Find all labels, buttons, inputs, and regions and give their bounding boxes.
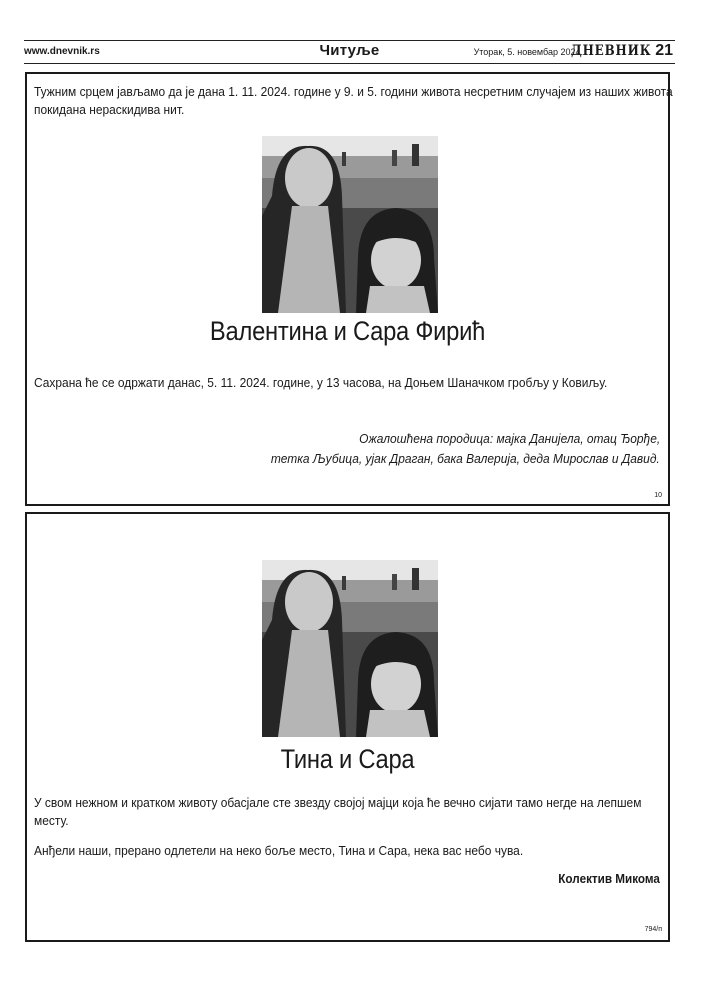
header-bottom-rule [24,63,675,64]
header-top-rule [24,40,675,41]
family-line-1: Ожалошћена породица: мајка Данијела, отац Ђорђе, [359,431,660,446]
newspaper-logo: ДНЕВНИК [570,43,651,59]
funeral-info: Сахрана ће се одржати данас, 5. 11. 2024. године, у 13 часова, на Доњем Шаначком гробљу у Ковиљу. [34,375,608,390]
portrait-photo-icon [262,560,438,737]
portrait-photo-icon [262,136,438,313]
obituary-notice-2 [25,512,670,942]
portrait-photo [262,560,438,737]
deceased-name: Валентина и Сара Фирић [209,316,486,346]
signature: Колектив Микома [558,871,660,886]
deceased-name: Тина и Сара [280,744,415,774]
ad-code: 10 [654,492,662,499]
memorial-text-2: Анђели наши, прерано одлетели на неко боље место, Тина и Сара, нека вас небо чува. [34,843,524,858]
issue-date: Уторак, 5. новембар 2024. [473,47,583,57]
page-header [24,40,675,64]
portrait-photo [262,136,438,313]
intro-text-line-2: покидана нераскидива нит. [34,102,185,117]
site-url: www.dnevnik.rs [24,46,100,57]
obituary-notice-1 [25,72,673,506]
page-number: 21 [655,42,673,59]
ad-code: 794/п [644,926,662,933]
intro-text-line-1: Тужним срцем јављамо да је дана 1. 11. 2024. године у 9. и 5. години живота несретним случајем из наших живота [34,84,673,99]
memorial-text-1: У свом нежном и кратком животу обасјале сте звезду својој мајци која ће вечно сијати тамо негде на лепшем месту. [34,795,642,828]
section-title: Читуље [319,42,380,59]
family-line-2: тетка Љубица, ујак Драган, бака Валерија, деда Мирослав и Давид. [271,451,660,466]
